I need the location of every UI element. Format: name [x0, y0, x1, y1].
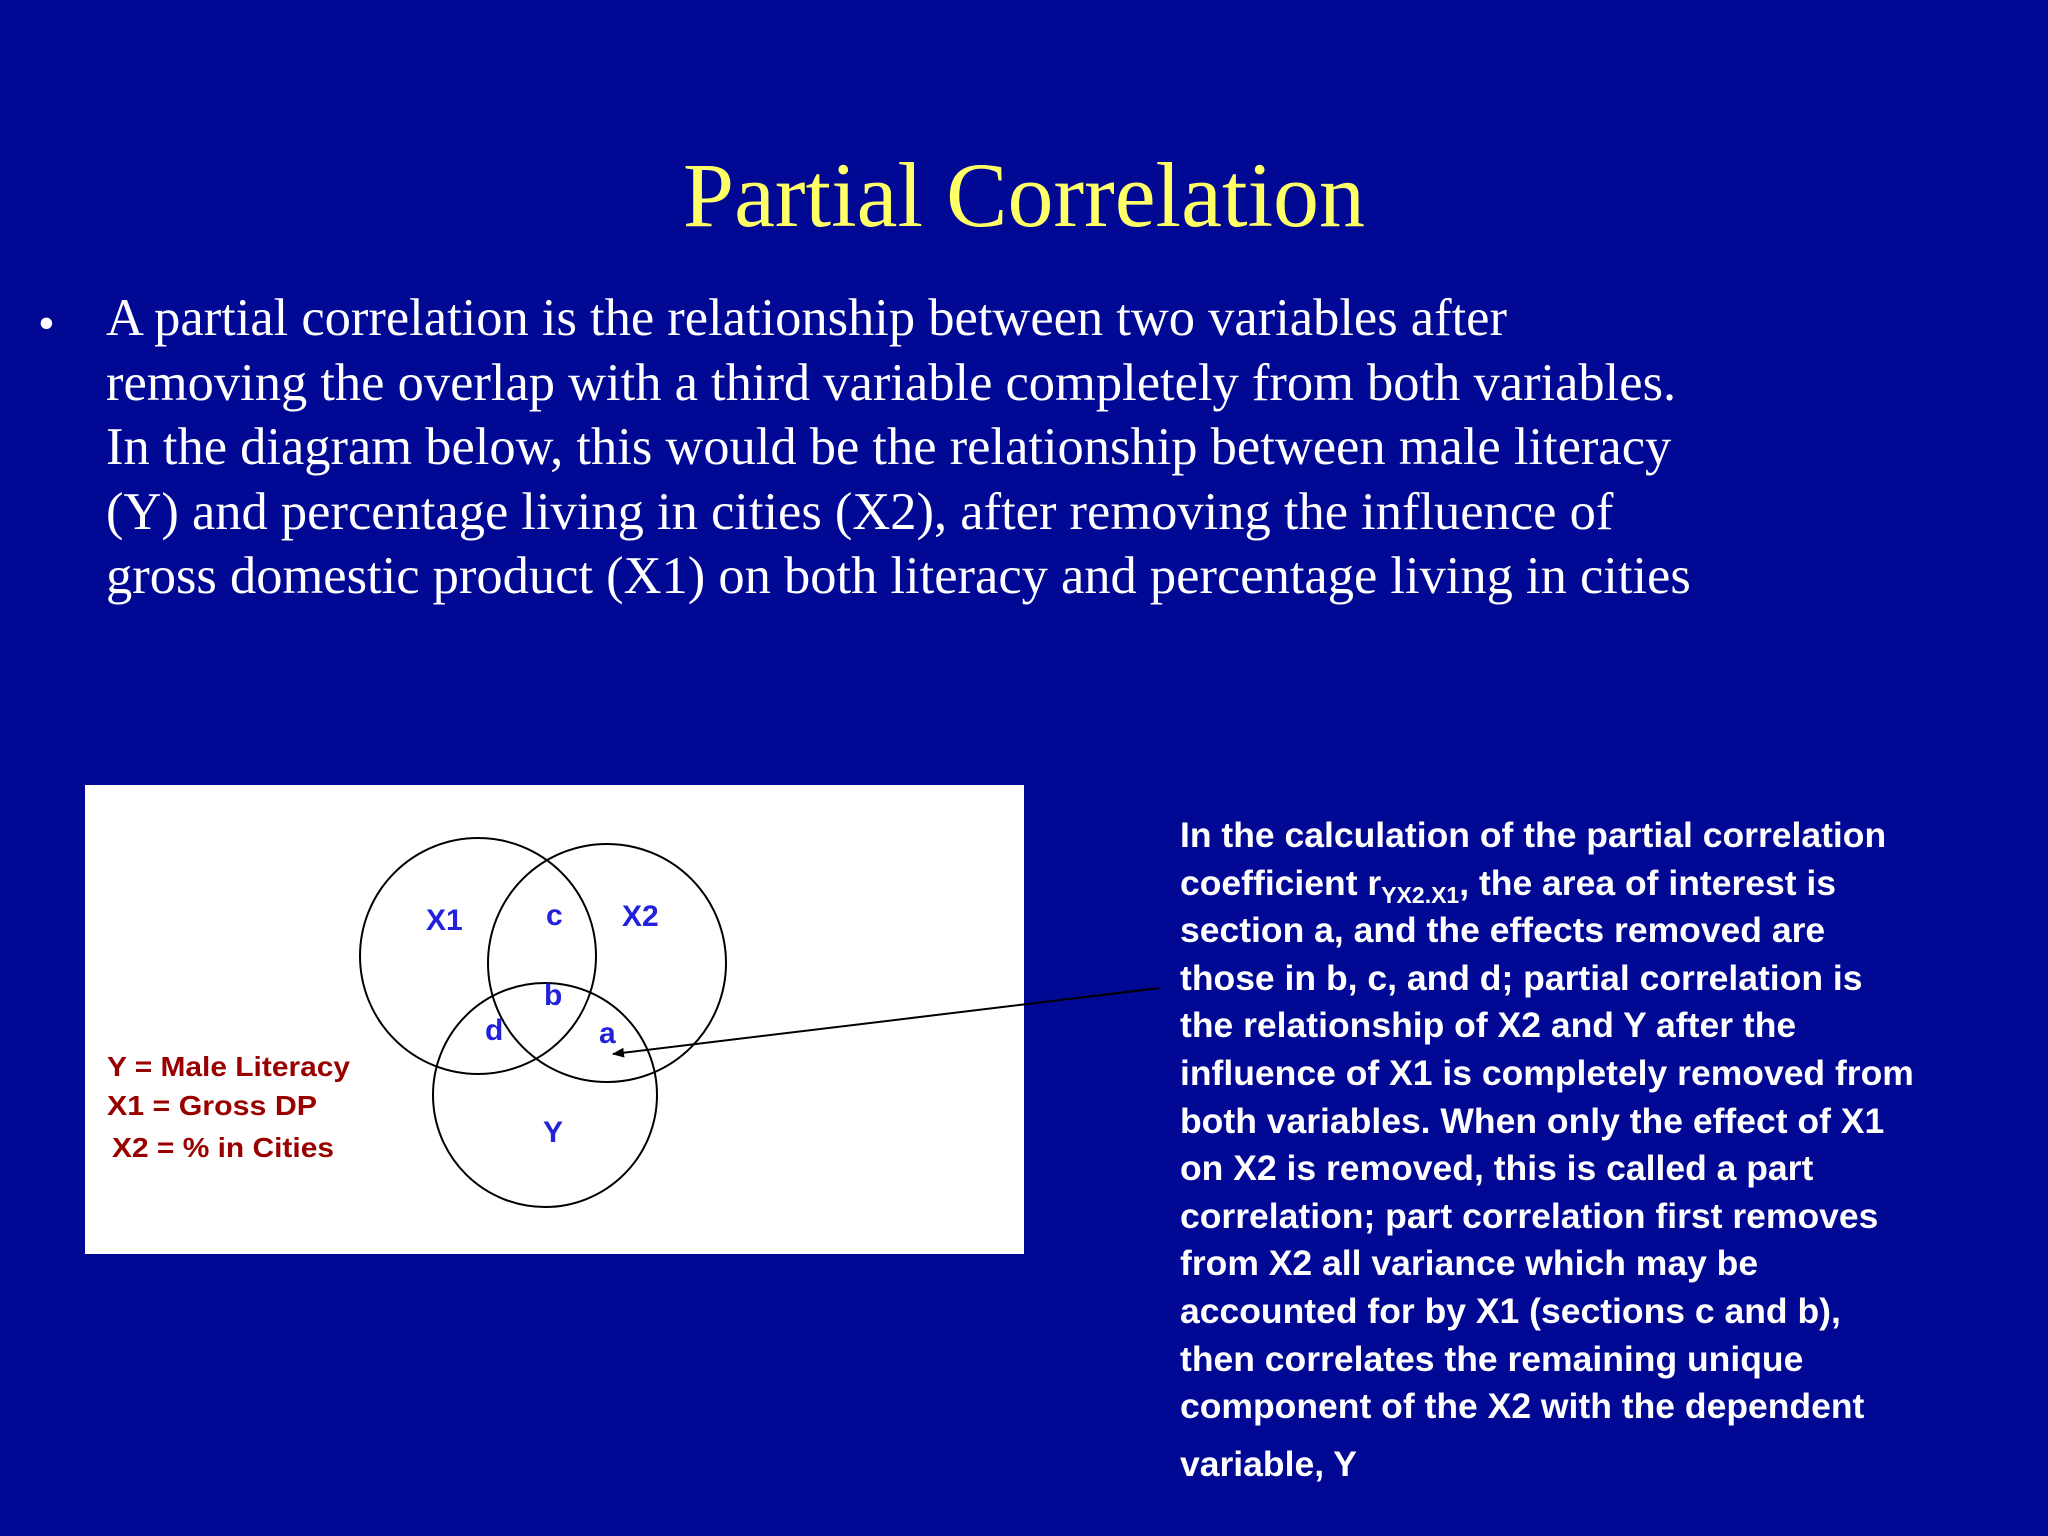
- pointer-arrow: [613, 988, 1160, 1054]
- explanation-line: section a, and the effects removed are: [1180, 910, 1826, 951]
- explanation-line: influence of X1 is completely removed from: [1180, 1052, 1914, 1093]
- slide-title: Partial Correlation: [682, 144, 1366, 246]
- section-label-c: c: [546, 899, 563, 932]
- explanation-line: both variables. When only the effect of X1: [1180, 1100, 1885, 1141]
- section-label-a: a: [599, 1017, 616, 1050]
- explanation-line: component of the X2 with the dependent: [1180, 1386, 1865, 1427]
- explanation-line: accounted for by X1 (sections c and b),: [1180, 1290, 1841, 1331]
- legend-y: Y = Male Literacy: [107, 1051, 351, 1082]
- label-x2: X2: [622, 900, 659, 933]
- bullet-line: (Y) and percentage living in cities (X2), after removing the influence of: [106, 482, 1614, 541]
- coefficient-prefix: coefficient r: [1180, 862, 1382, 903]
- explanation-line: [1180, 860, 2020, 908]
- bullet-line: A partial correlation is the relationship between two variables after: [106, 289, 1507, 347]
- explanation-line: from X2 all variance which may be: [1180, 1243, 1759, 1284]
- legend-x2: X2 = % in Cities: [112, 1132, 334, 1163]
- explanation-line: variable, Y: [1180, 1443, 1357, 1484]
- explanation-line: then correlates the remaining unique: [1180, 1338, 1804, 1379]
- bullet-line: In the diagram below, this would be the relationship between male literacy: [106, 418, 1672, 476]
- coefficient-suffix: , the area of interest is: [1459, 862, 1837, 903]
- circle-x1: [360, 838, 596, 1074]
- section-label-b: b: [544, 979, 563, 1012]
- legend-x1: X1 = Gross DP: [107, 1090, 317, 1121]
- explanation-line: those in b, c, and d; partial correlation is: [1180, 957, 1863, 998]
- label-y: Y: [543, 1116, 564, 1149]
- label-x1: X1: [426, 904, 463, 937]
- section-label-d: d: [485, 1014, 504, 1047]
- explanation-text: [1180, 812, 2020, 1488]
- coefficient-subscript: YX2.X1: [1381, 881, 1460, 908]
- explanation-line: In the calculation of the partial correlation: [1180, 815, 1887, 855]
- circle-y: [433, 983, 657, 1207]
- bullet-line: gross domestic product (X1) on both literacy and percentage living in cities: [106, 547, 1691, 605]
- explanation-line: the relationship of X2 and Y after the: [1180, 1005, 1797, 1046]
- bullet-icon: •: [38, 297, 55, 350]
- bullet-line: removing the overlap with a third variable completely from both variables.: [106, 353, 1677, 412]
- explanation-line: on X2 is removed, this is called a part: [1180, 1148, 1814, 1189]
- explanation-line: correlation; part correlation first removes: [1180, 1195, 1879, 1236]
